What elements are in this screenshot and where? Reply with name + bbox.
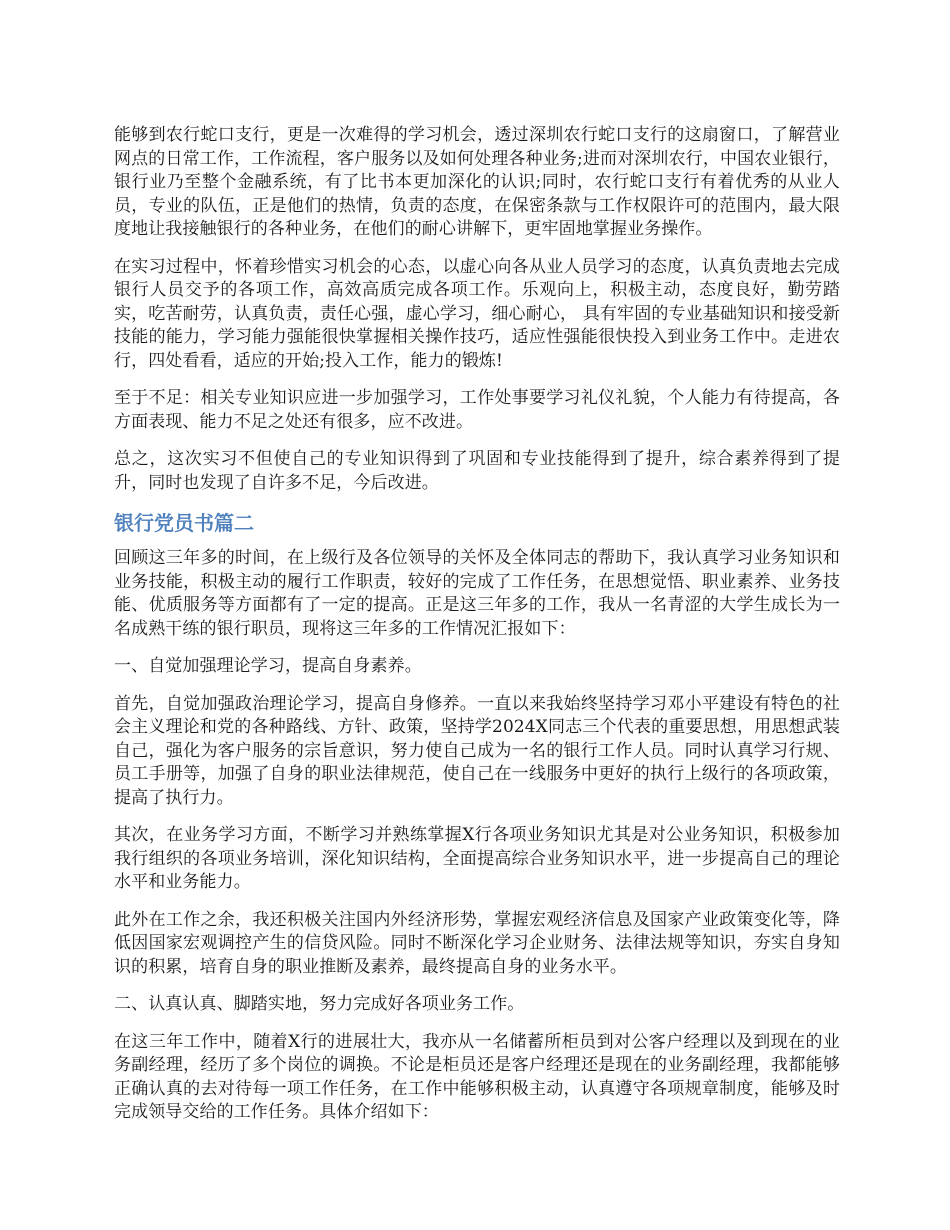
paragraph: 总之，这次实习不但使自己的专业知识得到了巩固和专业技能得到了提升，综合素养得到了提升，同时也发现了自许多不足，今后改进。 — [114, 449, 840, 493]
section-heading: 银行党员书篇二 — [114, 511, 254, 535]
paragraph: 首先，自觉加强政治理论学习，提高自身修养。一直以来我始终坚持学习邓小平建设有特色的社会主义理论和党的各种路线、方针、政策，坚持学2024X同志三个代表的重要思想，用思想武装自己，强化为客户服务的宗旨意识，努力使自己成为一名的银行工作人员。同时认真学习行规、员工手册等，加强了自身的职业法律规范，使自己在一线服务中更好的执行上级行的各项政策，提高了执行力。 — [114, 693, 840, 808]
subheading-paragraph: 一、自觉加强理论学习，提高自身素养。 — [114, 656, 422, 676]
paragraph: 能够到农行蛇口支行，更是一次难得的学习机会，透过深圳农行蛇口支行的这扇窗口，了解营业网点的日常工作，工作流程，客户服务以及如何处理各种业务;进而对深圳农行，中国农业银行，银行业乃至整个金融系统，有了比书本更加深化的认识;同时，农行蛇口支行有着优秀的从业人员，专业的队伍，正是他们的热情，负责的态度，在保密条款与工作权限许可的范围内，最大限度地让我接触银行的各种业务，在他们的耐心讲解下，更牢固地掌握业务操作。 — [114, 125, 840, 239]
subheading-paragraph: 二、认真认真、脚踏实地，努力完成好各项业务工作。 — [114, 994, 525, 1014]
paragraph: 在实习过程中，怀着珍惜实习机会的心态，以虚心向各从业人员学习的态度，认真负责地去完成银行人员交予的各项工作，高效高质完成各项工作。乐观向上，积极主动，态度良好，勤劳踏实，吃苦耐劳，认真负责，责任心强，虚心学习，细心耐心， 具有牢固的专业基础知识和接受新技能的能力，学习能力强能很快掌握相关操作技巧，适应性强能很快投入到业务工作中。走进农行，四处看看，适应的开始;投入工作，能力的锻炼! — [114, 256, 840, 371]
paragraph: 至于不足：相关专业知识应进一步加强学习，工作处事要学习礼仪礼貌，个人能力有待提高，各方面表现、能力不足之处还有很多，应不改进。 — [114, 388, 840, 432]
paragraph: 在这三年工作中，随着X行的进展壮大，我亦从一名储蓄所柜员到对公客户经理以及到现在的业务副经理，经历了多个岗位的调换。不论是柜员还是客户经理还是现在的业务副经理，我都能够正确认真的去对待每一项工作任务，在工作中能够积极主动，认真遵守各项规章制度，能够及时完成领导交给的工作任务。具体介绍如下： — [114, 1031, 840, 1122]
document-page — [114, 124, 840, 1139]
paragraph: 回顾这三年多的时间，在上级行及各位领导的关怀及全体同志的帮助下，我认真学习业务知识和业务技能，积极主动的履行工作职责，较好的完成了工作任务，在思想觉悟、职业素养、业务技能、优质服务等方面都有了一定的提高。正是这三年多的工作，我从一名青涩的大学生成长为一名成熟干练的银行职员，现将这三年多的工作情况汇报如下： — [114, 548, 840, 639]
paragraph: 其次，在业务学习方面，不断学习并熟练掌握X行各项业务知识尤其是对公业务知识，积极参加我行组织的各项业务培训，深化知识结构，全面提高综合业务知识水平，进一步提高自己的理论水平和业务能力。 — [114, 825, 840, 892]
paragraph: 此外在工作之余，我还积极关注国内外经济形势，掌握宏观经济信息及国家产业政策变化等，降低因国家宏观调控产生的信贷风险。同时不断深化学习企业财务、法律法规等知识，夯实自身知识的积累，培育自身的职业推断及素养，最终提高自身的业务水平。 — [114, 909, 840, 977]
